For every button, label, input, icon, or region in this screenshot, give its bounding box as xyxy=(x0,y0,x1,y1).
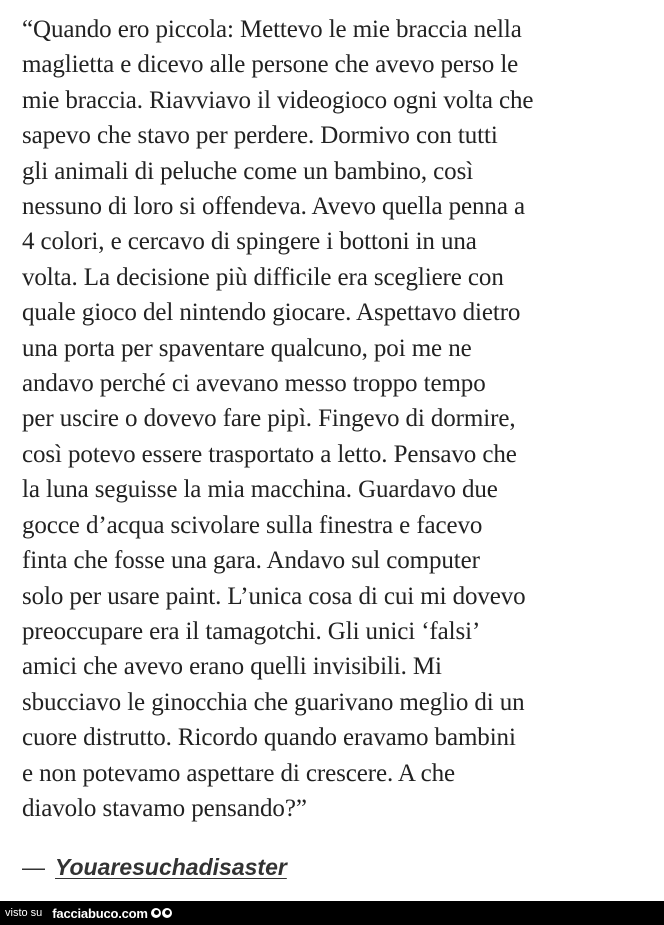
quote-line: gocce d’acqua scivolare sulla finestra e facevo xyxy=(22,511,483,539)
quote-line: andavo perché ci avevano messo troppo tempo xyxy=(22,370,486,398)
right-eye-icon xyxy=(162,908,172,918)
quote-line: preoccupare era il tamagotchi. Gli unici ‘falsi’ xyxy=(22,617,481,645)
author-name-link[interactable]: Youaresuchadisaster xyxy=(55,854,287,880)
quote-line: solo per usare paint. L’unica cosa di cui mi dovevo xyxy=(22,582,526,610)
quote-line: maglietta e dicevo alle persone che avevo perso le xyxy=(22,51,519,79)
quote-text xyxy=(22,12,652,826)
attribution-dash: — xyxy=(22,854,45,880)
left-eye-icon xyxy=(151,908,161,918)
quote-line: la luna seguisse la mia macchina. Guardavo due xyxy=(22,476,498,504)
quote-line: gli animali di peluche come un bambino, così xyxy=(22,157,474,185)
quote-line: 4 colori, e cercavo di spingere i bottoni in una xyxy=(22,228,477,256)
quote-line: diavolo stavamo pensando?” xyxy=(22,794,307,822)
quote-line: una porta per spaventare qualcuno, poi me ne xyxy=(22,334,472,362)
eyes-icon xyxy=(151,908,172,918)
quote-line: amici che avevo erano quelli invisibili. Mi xyxy=(22,653,442,681)
watermark-bar xyxy=(0,901,664,925)
quote-line: mie braccia. Riavviavo il videogioco ogni volta che xyxy=(22,86,534,114)
quote-line: volta. La decisione più difficile era scegliere con xyxy=(22,263,504,291)
quote-line: e non potevamo aspettare di crescere. A che xyxy=(22,759,456,787)
quote-line: sapevo che stavo per perdere. Dormivo con tutti xyxy=(22,122,498,150)
quote-line: nessuno di loro si offendeva. Avevo quella penna a xyxy=(22,193,525,221)
quote-line: finta che fosse una gara. Andavo sul computer xyxy=(22,547,480,575)
quote-line: quale gioco del nintendo giocare. Aspettavo dietro xyxy=(22,299,521,327)
quote-line: “Quando ero piccola: Mettevo le mie braccia nella xyxy=(22,16,522,43)
watermark-prefix: visto su xyxy=(5,907,43,919)
quote-line: cuore distrutto. Ricordo quando eravamo bambini xyxy=(22,724,516,752)
watermark-site: facciabuco.com xyxy=(52,905,148,921)
quote-attribution xyxy=(22,854,287,881)
quote-line: così potevo essere trasportato a letto. Pensavo che xyxy=(22,440,517,468)
quote-line: sbucciavo le ginocchia che guarivano meglio di un xyxy=(22,688,525,716)
quote-line: per uscire o dovevo fare pipì. Fingevo di dormire, xyxy=(22,405,516,433)
